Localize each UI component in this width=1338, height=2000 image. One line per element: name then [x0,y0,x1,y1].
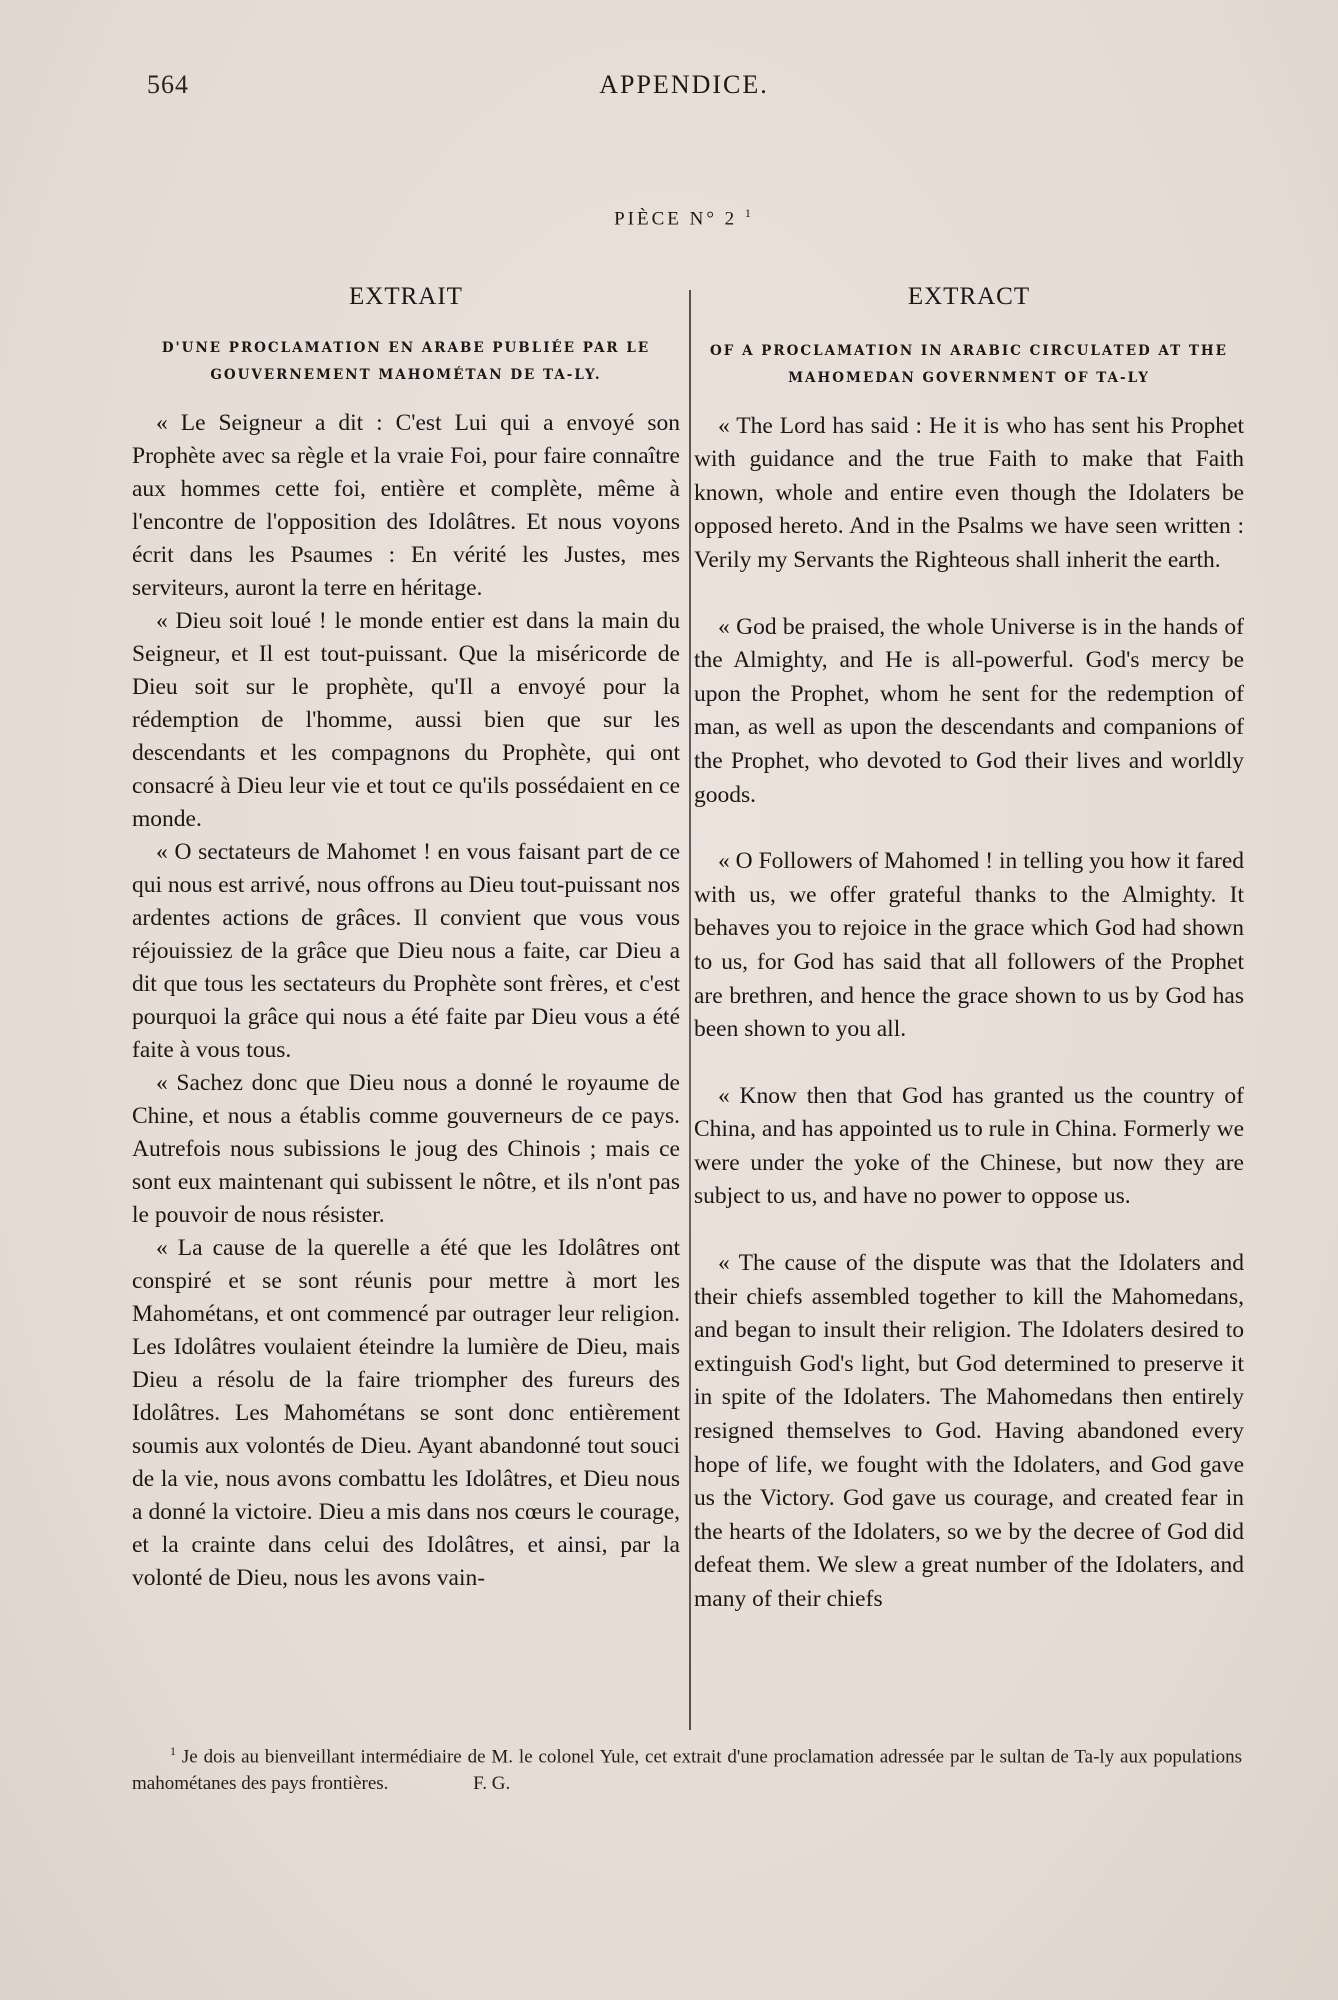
page-number: 564 [147,70,189,99]
french-subtitle-line-2: GOUVERNEMENT MAHOMÉTAN DE TA-LY. [210,367,602,383]
french-paragraph: « Le Seigneur a dit : C'est Lui qui a envoyé son Prophète avec sa règle et la vraie Foi, pour faire connaître aux hommes cette foi, entière et complète, même à l'encontre de l'opposition des Idolâtres. Et nous voyons écrit dans les Psaumes : En vérité les Justes, mes serviteurs, auront la terre en héritage. [132,410,680,601]
piece-label: PIÈCE N° 2 [614,208,738,230]
column-divider [689,290,691,1730]
french-extract-title: EXTRAIT [349,283,463,310]
french-paragraph: « Dieu soit loué ! le monde entier est dans la main du Seigneur, et Il est tout-puissant. Que la miséricorde de Dieu soit sur le prophète, qu'Il a envoyé pour la rédemption de l'homme, aussi bien que sur les descendants et les compagnons du Prophète, qui ont consacré à Dieu leur vie et tout ce qu'ils possédaient en ce monde. [132,608,680,832]
footnote [132,1738,1242,1797]
english-extract-subtitle [694,338,1244,392]
piece-footnote-marker: 1 [744,206,754,220]
french-subtitle-line-1: D'UNE PROCLAMATION EN ARABE PUBLIÉE PAR LE [161,340,651,356]
english-paragraph: « The Lord has said : He it is who has sent his Prophet with guidance and the true Faith to make that Faith known, whole and entire even though the Idolaters be opposed hereto. And in the Psalms we have seen written : Verily my Servants the Righteous shall inherit the earth. [694,412,1244,573]
english-paragraph: « O Followers of Mahomed ! in telling you how it fared with us, we offer grateful thanks to the Almighty. It behaves you to rejoice in the grace which God had shown to us, for God has said that all followers of the Prophet are brethren, and hence the grace shown to us by God has been shown to you all. [694,848,1244,1043]
french-paragraph: « Sachez donc que Dieu nous a donné le royaume de Chine, et nous a établis comme gouverneurs de ce pays. Autrefois nous subissions le joug des Chinois ; mais ce sont eux maintenant qui subissent le nôtre, et ils n'ont pas le pouvoir de nous résister. [132,1070,680,1228]
english-subtitle-line-1: OF A PROCLAMATION IN ARABIC CIRCULATED AT THE [710,342,1228,359]
english-extract-title: EXTRACT [907,283,1031,310]
french-column [132,280,680,1595]
footnote-text: Je dois au bienveillant intermédiaire de M. le colonel Yule, cet extrait d'une proclamation adressée par le sultan de Ta-ly aux populations mahométanes des pays frontières. [132,1746,1243,1795]
french-paragraph: « O sectateurs de Mahomet ! en vous faisant part de ce qui nous est arrivé, nous offrons au Dieu tout-puissant nos ardentes actions de grâces. Il convient que vous vous réjouissiez de la grâce que Dieu nous a faite, car Dieu a dit que tous les sectateurs du Prophète sont frères, et c'est pourquoi la grâce qui nous a été faite par Dieu vous a été faite à vous tous. [132,839,680,1063]
piece-title [0,206,1338,230]
english-subtitle-line-2: MAHOMEDAN GOVERNMENT OF TA-LY [788,369,1150,386]
french-paragraph: « La cause de la querelle a été que les Idolâtres ont conspiré et se sont réunis pour mettre à mort les Mahométans, et ont commencé par outrager leur religion. Les Idolâtres voulaient éteindre la lumière de Dieu, mais Dieu a résolu de la faire triompher des fureurs des Idolâtres. Les Mahométans se sont donc entièrement soumis aux volontés de Dieu. Ayant abandonné tout souci de la vie, nous avons combattu les Idolâtres, et Dieu nous a donné la victoire. Dieu a mis dans nos cœurs le courage, et la crainte dans celui des Idolâtres, et ainsi, par la volonté de Dieu, nous les avons vain- [132,1235,680,1591]
footnote-signature: F. G. [473,1773,511,1795]
english-paragraph: « God be praised, the whole Universe is in the hands of the Almighty, and He is all-powerful. God's mercy be upon the Prophet, whom he sent for the redemption of man, as well as upon the descendants and companions of the Prophet, who devoted to God their lives and worldly goods. [694,613,1244,808]
english-paragraph: « The cause of the dispute was that the Idolaters and their chiefs assembled together to kill the Mahomedans, and began to insult their religion. The Idolaters desired to extinguish God's light, but God determined to preserve it in spite of the Idolaters. The Mahomedans then entirely resigned themselves to God. Having abandoned every hope of life, we fought with the Idolaters, and God gave us the Victory. God gave us courage, and created fear in the hearts of the Idolaters, so we by the decree of God did defeat them. We slew a great number of the Idolaters, and many of their chiefs [694,1250,1244,1612]
english-column [694,280,1244,1650]
french-extract-subtitle [132,335,680,389]
running-head: APPENDICE. [599,70,769,99]
footnote-marker: 1 [170,1744,176,1758]
english-paragraph: « Know then that God has granted us the country of China, and has appointed us to rule in China. Formerly we were under the yoke of the Chinese, but now they are subject to us, and have no power to oppose us. [694,1082,1244,1210]
